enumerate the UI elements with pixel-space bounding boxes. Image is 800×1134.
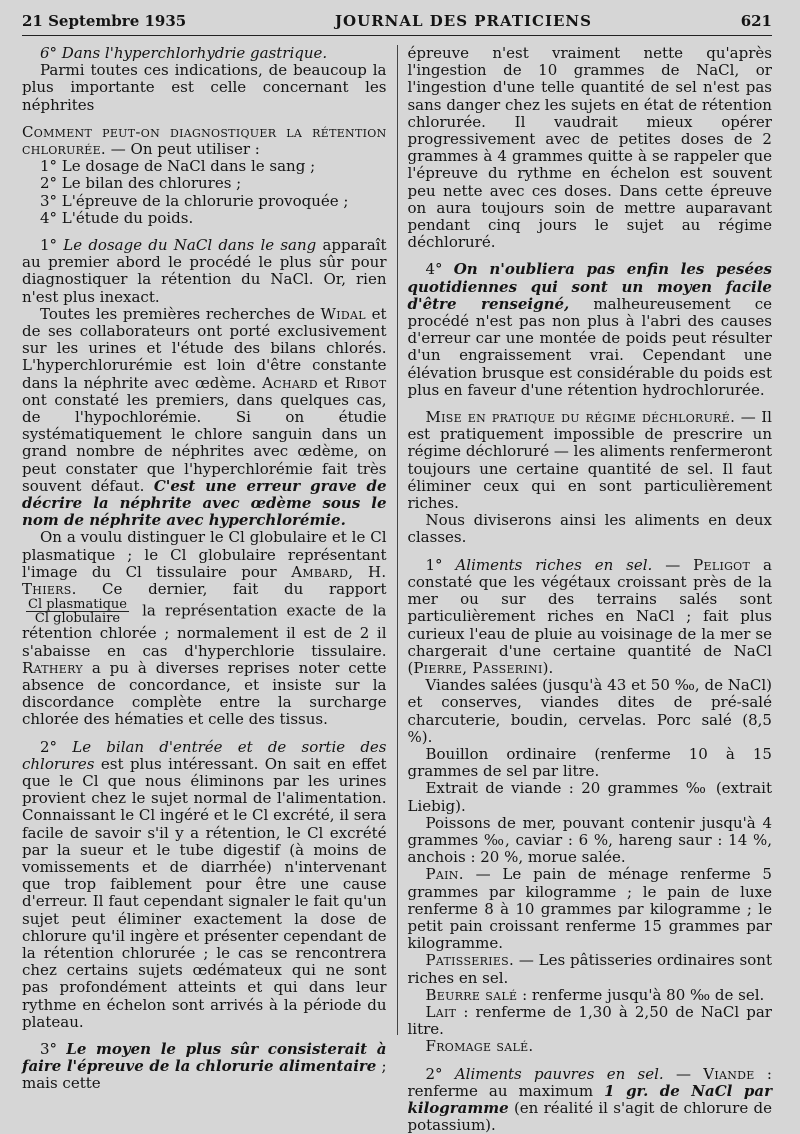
paragraph-extrait: Extrait de viande : 20 grammes ‰ (extrait Liebig). — [407, 779, 772, 815]
author-name: Ribot — [344, 373, 387, 392]
food-label: Patisseries. — [425, 951, 515, 970]
author-name: Achard — [262, 373, 318, 392]
paragraph-dosage — [22, 237, 387, 306]
text-run: : renferme de 1,30 à 2,50 de NaCl par litre. — [407, 1002, 772, 1039]
text-run: On a voulu distinguer le Cl globulaire et le Cl plasmatique ; le Cl globulaire représentant l'image du Cl tissulaire pour — [22, 528, 387, 581]
paragraph-pesees — [407, 261, 772, 399]
fraction-denominator: Cl globulaire — [34, 611, 121, 627]
section-number: 1° — [40, 236, 64, 255]
header-page-number: 621 — [740, 12, 772, 30]
paragraph-chlorurie — [22, 1041, 387, 1093]
food-label: Viande — [703, 1064, 755, 1083]
paragraph-classes: Nous diviserons ainsi les aliments en deux classes. — [407, 511, 772, 547]
paragraph-patisseries — [407, 952, 772, 986]
paragraph-epreuve: épreuve n'est vraiment nette qu'après l'ingestion de 10 grammes de NaCl, or l'ingestion d'une telle quantité de sel n'est pas sans danger chez les sujets en état de rétention chlorurée. Il vaudrait mieux opérer progressivement avec de petites doses de 2 grammes à 4 grammes quitte à se rappeler que l'épreuve du rythme en échelon est souvent peu nette avec ces doses. Dans cette épreuve on aura toujours soin de mettre auparavant pendant cinq jours le sujet au régime déchloruré. — [407, 44, 772, 252]
paragraph-bouillon: Bouillon ordinaire (renferme 10 à 15 grammes de sel par litre. — [407, 744, 772, 781]
paragraph-poissons: Poissons de mer, pouvant contenir jusqu'à 4 grammes ‰, caviar : 6 %, hareng saur : 14 %, anchois : 20 %, morue salée. — [407, 813, 772, 867]
fraction-numerator: Cl plasmatique — [28, 597, 127, 613]
diagnosis-intro: — On peut utiliser : — [106, 140, 260, 159]
food-label: Lait — [425, 1002, 457, 1021]
section-title-riches: Aliments riches en sel. — [455, 555, 653, 574]
paragraph-mise-en-pratique — [407, 409, 772, 512]
section-body: est plus intéressant. On sait en effet que le Cl que nous éliminons par les urines provient chez le sujet normal de l'alimentation. Connaissant le Cl ingéré et le Cl excrété, il sera facile de savoir s'il y a rétention, le Cl excrété par la sueur et le tube digestif (à moins de vomissements et de diarrhée) n'intervenant que trop faiblement pour être une cause d'erreur. Il faut cependant signaler le fait qu'un sujet peut éliminer exactement la dose de chlorure qu'il ingère et présenter cependant de la rétention chlorurée ; le cas se rencontrera chez certains sujets œdémateux qui ne sont pas profondément atteints et qui dans leur rythme en échelon sont arrivés à la période du plateau. — [22, 754, 387, 1031]
diagnosis-paragraph — [22, 124, 387, 158]
section-title-dosage: Le dosage du NaCl dans le sang — [63, 236, 317, 255]
paragraph-bilan — [22, 739, 387, 1031]
list-item: 1° Le dosage de NaCl dans le sang ; — [40, 157, 316, 176]
mise-en-pratique-heading: Mise en pratique du régime déchloruré. — [425, 408, 736, 427]
paragraph-lait — [407, 1004, 772, 1038]
text-run: et — [317, 373, 345, 392]
section-number: 3° — [40, 1039, 67, 1058]
header-journal-title: JOURNAL DES PRATICIENS — [334, 12, 592, 30]
paragraph-viandes: Viandes salées (jusqu'à 43 et 50 ‰, de NaCl) et conserves, viandes dites de pré-salé charcuterie, boudin, cervelas. Porc salé (8,5 %). — [407, 676, 772, 746]
text-run: a pu à diverses reprises noter cette absence de concordance, et insiste sur la discordance complète entre la surcharge chlorée des hématies et celle des tissus. — [22, 658, 387, 729]
list-item: 3° L'épreuve de la chlorurie provoquée ; — [40, 191, 349, 210]
text-run: — Le pain de ménage renferme 5 grammes par kilogramme ; le pain de luxe renferme 8 à 10 grammes par kilogramme ; le petit pain croissant renferme 15 grammes par kilogramme. — [407, 865, 772, 953]
left-column — [22, 45, 387, 1134]
section-number: 4° — [425, 260, 454, 279]
section-title-chlorurie: Le moyen le plus sûr consisterait à faire l'épreuve de la chlorurie alimentaire — [22, 1039, 387, 1076]
right-column — [407, 45, 772, 1134]
text-run: ont constaté les premiers, dans quelques cas, de l'hypochlorémie. Si on étudie systématiquement le chlore sanguin dans un grand nombre de néphrites avec œdème, on peut constater que l'hyperchlorémie fait très souvent défaut. — [22, 390, 387, 495]
ratio-fraction — [26, 598, 129, 625]
paragraph-aliments-riches — [407, 557, 772, 677]
section-body: apparaît au premier abord le procédé le plus sûr pour diagnostiquer la rétention du NaCl. Or, rien n'est plus inexact. — [22, 236, 387, 306]
list-item: 4° L'étude du poids. — [40, 208, 194, 227]
text-run: ). — [542, 658, 554, 677]
section-body: malheureusement ce procédé n'est pas non plus à l'abri des causes d'erreur car une montée de poids peut résulter d'un engraissement vrai. Cependant une élévation brusque est considérable du poids est plus en faveur d'une rétention hydrochlorurée. — [407, 294, 772, 399]
text-run: : renferme au maximum — [407, 1064, 772, 1100]
section-number: 1° — [425, 555, 456, 574]
section-number: 2° — [40, 737, 73, 756]
text-run: : renferme jusqu'à 80 ‰ de sel. — [517, 985, 765, 1004]
text-run: (en réalité il s'agit de chlorure de potassium). — [407, 1098, 772, 1134]
text-run: et de ses collaborateurs ont porté exclusivement sur les urines et l'étude des bilans chlorés. L'hyperchlorurémie est loin d'être constante dans la néphrite avec œdème. — [22, 304, 387, 392]
text-run: a constaté que les végétaux croissant près de la mer ou sur des terrains salés sont particulièrement riches en NaCl ; fait plus curieux l'eau de pluie au voisinage de la mer se chargerait d'une certaine quantité de NaCl ( — [407, 555, 772, 677]
two-column-body — [22, 45, 772, 1134]
author-name: Widal — [320, 304, 366, 323]
paragraph-pain — [407, 866, 772, 952]
section-number: 2° — [425, 1064, 455, 1083]
list-item: 2° Le bilan des chlorures ; — [40, 174, 242, 193]
author-name: Pierre, Passerini — [413, 658, 543, 677]
running-header — [22, 12, 772, 36]
diagnosis-heading: Comment peut-on diagnostiquer la rétention chlorurée. — [22, 122, 387, 159]
text-run: la représentation exacte de la rétention chlorée ; normalement il est de 2 il s'abaisse en cas d'hyperchlorie tissulaire. — [22, 601, 387, 660]
paragraph-nephrites: Parmi toutes ces indications, de beaucoup la plus importante est celle concernant les néphrites — [22, 61, 387, 114]
text-run: — Les pâtisseries ordinaires sont riches en sel. — [407, 951, 772, 987]
text-run: — — [663, 1064, 704, 1083]
paragraph-widal — [22, 306, 387, 530]
header-date: 21 Septembre 1935 — [22, 12, 187, 30]
emphasis-text: C'est une erreur grave de décrire la néphrite avec œdème sous le nom de néphrite avec hyperchlorémie. — [22, 476, 387, 530]
paragraph-aliments-pauvres — [407, 1066, 772, 1134]
section-body: ; mais cette — [22, 1057, 387, 1093]
food-label: Beurre salé — [425, 985, 518, 1004]
section-6-title: 6° Dans l'hyperchlorhydrie gastrique. — [40, 44, 328, 62]
paragraph-fromage: Fromage salé. — [425, 1037, 534, 1056]
paragraph-cl-globulaire — [22, 529, 387, 728]
section-title-pauvres: Aliments pauvres en sel. — [454, 1064, 664, 1083]
author-name: Peligot — [693, 555, 751, 574]
section-title-bilan: Le bilan d'entrée et de sortie des chlorures — [22, 737, 387, 773]
author-name: Ambard, H. Thiers — [22, 562, 387, 599]
section-body: — Il est pratiquement impossible de prescrire un régime déchloruré — les aliments renfermeront toujours une certaine quantité de sel. Il faut éliminer ceux qui en sont particulièrement riches. — [407, 408, 772, 513]
text-run: Toutes les premières recherches de — [40, 304, 321, 323]
section-title-pesees: On n'oubliera pas enfin les pesées quotidiennes qui sont un moyen facile d'être renseigné, — [407, 260, 772, 313]
paragraph-beurre — [407, 987, 772, 1004]
emphasis-text: 1 gr. de NaCl par kilogramme — [407, 1081, 772, 1117]
food-label: Pain. — [425, 865, 464, 884]
text-run: . Ce dernier, fait du rapport — [71, 580, 387, 599]
column-divider — [397, 45, 398, 1035]
author-name: Rathery — [22, 658, 83, 677]
text-run: — — [652, 555, 694, 574]
